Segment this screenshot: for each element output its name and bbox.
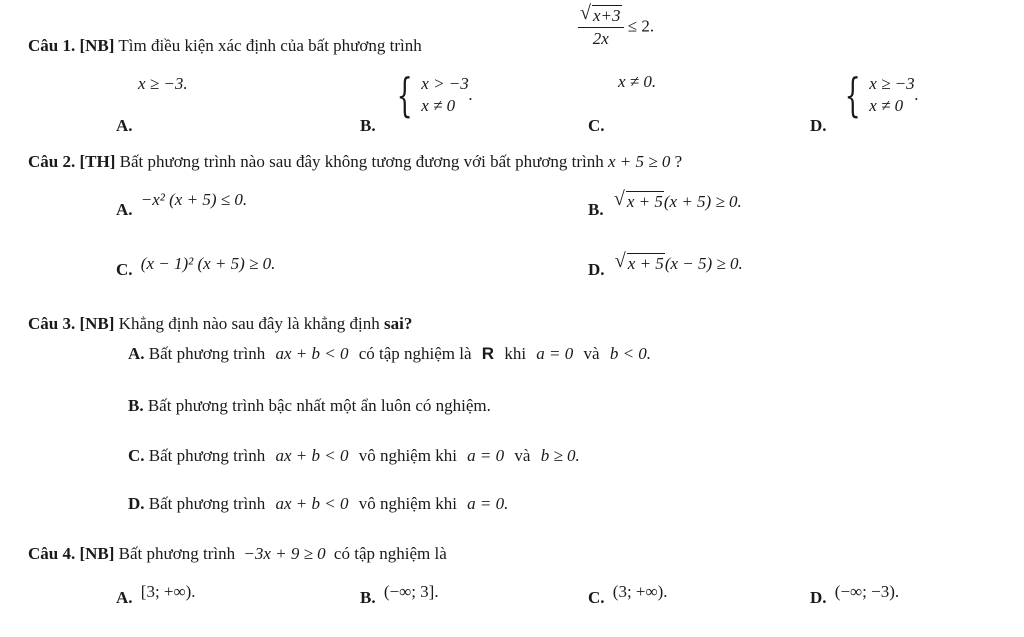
q2-expr: x + 5 ≥ 0 [607, 152, 671, 171]
q3-option-d[interactable]: D. Bất phương trình ax + b < 0 vô nghiệm khi a = 0. [128, 494, 509, 513]
q2-option-a[interactable]: A. −x² (x + 5) ≤ 0. [116, 190, 248, 219]
q3-option-b[interactable]: B. Bất phương trình bậc nhất một ẩn luôn có nghiệm. [128, 396, 491, 415]
q4-expr: −3x + 9 ≥ 0 [243, 544, 326, 563]
q2-line: Câu 2. [TH] Bất phương trình nào sau đây không tương đương với bất phương trình x + 5 ≥ 0 ? [28, 152, 683, 171]
q4-option-d[interactable]: D. (−∞; −3). [810, 582, 900, 607]
q2-b-sqrt: √ x + 5 [613, 188, 663, 211]
q1-text: Tìm điều kiện xác định của bất phương trình [118, 36, 422, 55]
q4-title: Câu 4. [NB] [28, 544, 115, 563]
q3-line [28, 314, 412, 334]
q3-option-a[interactable]: A. Bất phương trình ax + b < 0 có tập nghiệm là R khi a = 0 và b < 0. [128, 344, 652, 363]
q1-expression: √ x+3 2x ≤ 2. [580, 2, 655, 48]
q2-option-b[interactable]: B. √ x + 5(x + 5) ≥ 0. [588, 188, 742, 219]
q2-option-c[interactable]: C. (x − 1)² (x + 5) ≥ 0. [116, 254, 276, 279]
q3-keyword: sai? [384, 314, 413, 333]
q3-option-c[interactable]: C. Bất phương trình ax + b < 0 vô nghiệm khi a = 0 và b ≥ 0. [128, 446, 580, 465]
q1-fraction: √ x+3 2x [578, 6, 624, 49]
q2-d-sqrt: √ x + 5 [614, 250, 664, 273]
q1-b-system: { x > −3 x ≠ 0 . [396, 68, 474, 122]
q1-title: Câu 1. [NB] [28, 36, 115, 55]
q4-text-a: Bất phương trình [118, 544, 236, 563]
q2-title: Câu 2. [TH] [28, 152, 116, 171]
q2-option-d[interactable]: D. √ x + 5(x − 5) ≥ 0. [588, 250, 743, 279]
q4-option-c[interactable]: C. (3; +∞). [588, 582, 668, 607]
q1-line [28, 36, 422, 56]
q2-text: Bất phương trình nào sau đây không tương đương với bất phương trình [119, 152, 604, 171]
q3-text: Khẳng định nào sau đây là khẳng định [118, 314, 380, 333]
q4-option-b[interactable]: B. (−∞; 3]. [360, 582, 439, 607]
q4-text-b: có tập nghiệm là [333, 544, 447, 563]
q1-sqrt: √ x+3 [580, 2, 621, 25]
q1-d-system: { x ≥ −3 x ≠ 0 . [844, 68, 919, 122]
q4-option-a[interactable]: A. [3; +∞). [116, 582, 196, 607]
q1-rhs: ≤ 2 [627, 16, 650, 36]
q4-line [28, 544, 447, 564]
q3-title: Câu 3. [NB] [28, 314, 115, 333]
